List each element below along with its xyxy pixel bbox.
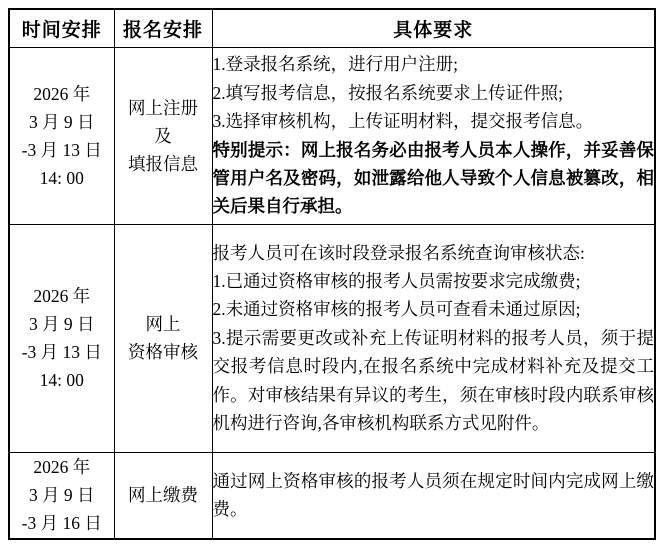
requirement-item: 通过网上资格审核的报考人员须在规定时间内完成网上缴费。 [212,470,654,520]
requirement-item: 2.填写报考信息，按报名系统要求上传证件照; [212,82,563,103]
header-time: 时间安排 [9,9,114,47]
time-cell [9,224,114,452]
time-line: -3 月 16 日 [21,513,102,534]
requirement-intro: 报考人员可在该时段登录报名系统查询审核状态: [212,242,585,263]
stage-line: 及 [154,125,172,146]
time-line: 3 月 9 日 [28,314,95,334]
header-requirements: 具体要求 [212,9,655,47]
time-line: 2026 年 [33,83,91,104]
requirement-item: 1.登录报名系统，进行用户注册; [212,54,458,75]
time-line: 14: 00 [39,370,84,390]
stage-cell [114,47,212,224]
table-row-registration [9,47,655,224]
time-line: -3 月 13 日 [21,139,102,160]
requirement-item: 1.已通过资格审核的报考人员需按要求完成缴费; [212,270,581,291]
stage-cell [114,452,212,539]
time-cell [9,452,114,539]
time-line: 2026 年 [33,286,91,306]
time-cell [9,47,114,224]
stage-line: 资格审核 [128,342,198,362]
time-line: 2026 年 [33,457,91,478]
header-stage: 报名安排 [114,9,212,47]
stage-line: 网上 [145,314,181,334]
time-line: 3 月 9 日 [28,111,95,132]
table-row-payment [9,452,655,539]
time-line: -3 月 13 日 [21,342,102,362]
time-line: 14: 00 [39,167,84,188]
requirements-cell [212,47,655,224]
requirement-item: 3.提示需要更改或补充上传证明材料的报考人员，须于提交报考信息时段内,在报名系统中完成材料补充及提交工作。对审核结果有异议的考生，须在审核时段内联系审核机构进行咨询,各审核机构联系方式见附件。 [212,327,654,434]
header-row [9,9,655,47]
time-line: 3 月 9 日 [28,485,95,506]
stage-line: 网上注册 [128,97,198,118]
registration-schedule [8,8,656,540]
stage-line: 网上缴费 [128,485,198,506]
stage-line: 填报信息 [128,153,198,174]
special-notice: 特别提示：网上报名务必由报考人员本人操作，并妥善保管用户名及密码，如泄露给他人导致个人信息被篡改，相关后果自行承担。 [212,139,654,217]
table-row-qualification-review [9,224,655,452]
stage-cell [114,224,212,452]
requirement-item: 3.选择审核机构，上传证明材料，提交报考信息。 [212,111,594,132]
requirements-cell [212,224,655,452]
requirement-item: 2.未通过资格审核的报考人员可查看未通过原因; [212,299,581,320]
schedule-table [8,8,656,540]
requirements-cell [212,452,655,539]
